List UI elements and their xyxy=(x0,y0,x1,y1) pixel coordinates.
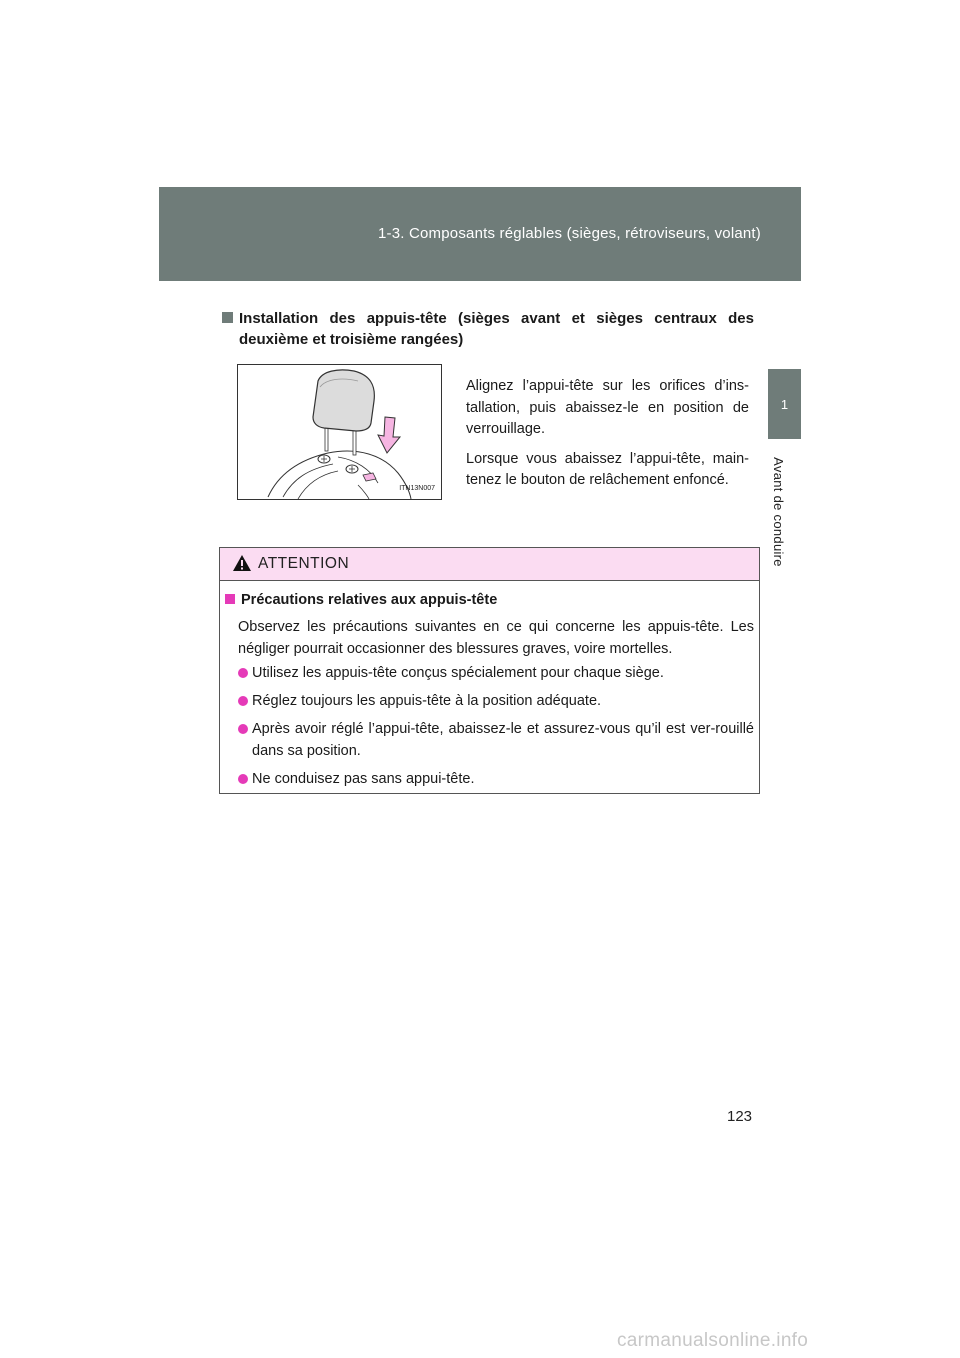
warning-box xyxy=(219,547,760,794)
warning-triangle-icon xyxy=(232,554,252,572)
section-path-title: 1-3. Composants réglables (sièges, rétroviseurs, volant) xyxy=(377,225,761,242)
headrest-drawing xyxy=(238,365,441,499)
warning-paragraph: Observez les précautions suivantes en ce qui concerne les appuis-tête. Les négliger pourrait occasionner des blessures graves, voire mortelles. xyxy=(238,619,754,657)
chapter-label: Avant de conduire xyxy=(771,457,786,567)
figure-code: ITN13N007 xyxy=(399,485,435,492)
warning-bullet xyxy=(238,663,754,685)
warning-bullet xyxy=(238,719,754,762)
warning-title: ATTENTION xyxy=(258,555,350,572)
bullet-dot-icon xyxy=(238,724,248,734)
section-heading xyxy=(222,308,754,350)
warning-bullet-text: Réglez toujours les appuis-tête à la position adéquate. xyxy=(252,693,602,709)
chapter-number-tab: 1 xyxy=(768,369,801,439)
header-band xyxy=(159,187,801,281)
page-number: 123 xyxy=(727,1108,753,1125)
bullet-dot-icon xyxy=(238,774,248,784)
instruction-paragraph: Alignez l’appui-tête sur les orifices d’ins-tallation, puis abaissez-le en position de verrouillage. xyxy=(466,378,749,437)
warning-bullet-text: Après avoir réglé l’appui-tête, abaissez-le et assurez-vous qu’il est ver-rouillé dans sa position. xyxy=(252,721,754,759)
warning-bullet-text: Ne conduisez pas sans appui-tête. xyxy=(252,771,475,787)
square-bullet-icon xyxy=(225,594,235,604)
section-heading-text: Installation des appuis-tête (sièges avant et sièges centraux des deuxième et troisième rangées) xyxy=(239,310,754,348)
warning-bullet xyxy=(238,691,754,713)
instruction-paragraph: Lorsque vous abaissez l’appui-tête, main-tenez le bouton de relâchement enfoncé. xyxy=(466,450,749,488)
warning-subheading-text: Précautions relatives aux appuis-tête xyxy=(241,592,498,608)
square-bullet-icon xyxy=(222,312,233,323)
bullet-dot-icon xyxy=(238,696,248,706)
instructions xyxy=(466,376,749,500)
bullet-dot-icon xyxy=(238,668,248,678)
headrest-illustration xyxy=(237,364,442,500)
warning-header xyxy=(220,548,759,581)
watermark: carmanualsonline.info xyxy=(617,1330,809,1351)
warning-bullet xyxy=(238,769,754,791)
warning-bullet-text: Utilisez les appuis-tête conçus spécialement pour chaque siège. xyxy=(252,665,664,681)
warning-subheading xyxy=(225,592,497,608)
